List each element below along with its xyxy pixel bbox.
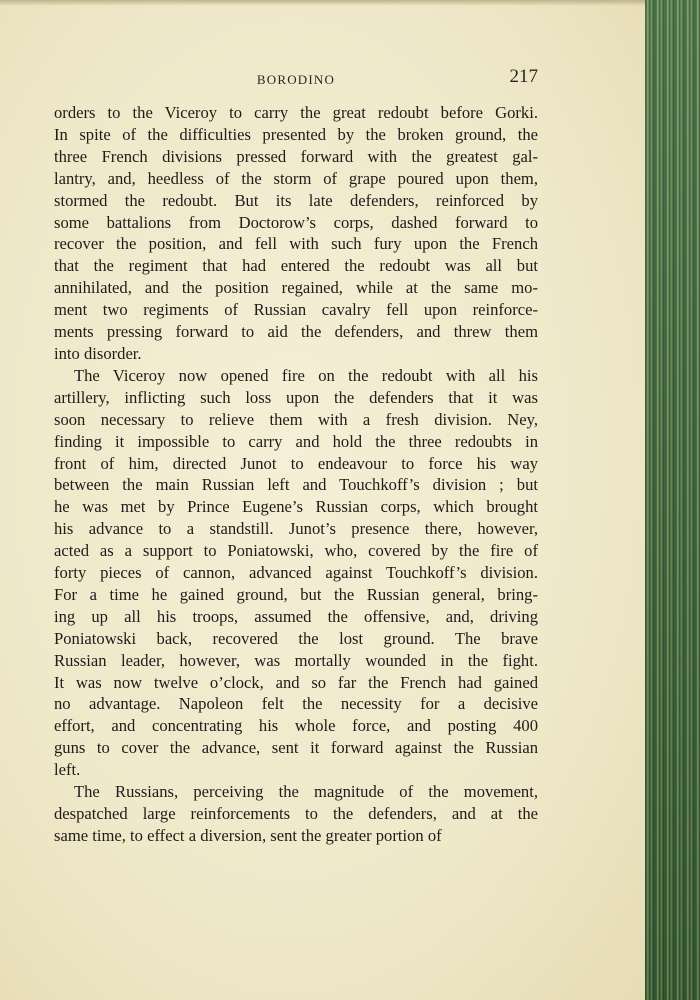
- text-line: front of him, directed Junot to endeavour to force his way: [54, 453, 538, 473]
- text-line: into disorder.: [54, 343, 142, 363]
- text-line: forty pieces of cannon, advanced against Touchkoff’s division.: [54, 563, 538, 583]
- text-line: ing up all his troops, assumed the offensive, and, driving: [54, 606, 538, 626]
- text-line: lantry, and, heedless of the storm of grape poured upon them,: [54, 168, 538, 188]
- text-line: same time, to effect a diversion, sent the greater portion of: [54, 825, 442, 845]
- text-line: guns to cover the advance, sent it forward against the Russian: [54, 738, 538, 758]
- text-line: The Russians, perceiving the magnitude of the movement,: [74, 782, 538, 802]
- body-text: [54, 102, 538, 847]
- text-line: artillery, inflicting such loss upon the defenders that it was: [54, 387, 538, 407]
- text-line: his advance to a standstill. Junot’s presence there, however,: [54, 519, 538, 539]
- page-header: [54, 66, 538, 92]
- text-line: that the regiment that had entered the redoubt was all but: [54, 256, 538, 276]
- text-line: some battalions from Doctorow’s corps, dashed forward to: [54, 212, 538, 232]
- page-number: 217: [509, 66, 538, 87]
- paragraph: [54, 102, 538, 365]
- text-line: he was met by Prince Eugene’s Russian corps, which brought: [54, 497, 538, 517]
- text-line: finding it impossible to carry and hold the three redoubts in: [54, 431, 538, 451]
- text-line: left.: [54, 760, 81, 780]
- text-line: soon necessary to relieve them with a fresh division. Ney,: [54, 409, 538, 429]
- text-line: three French divisions pressed forward with the greatest gal-: [54, 146, 538, 166]
- text-line: Poniatowski back, recovered the lost ground. The brave: [54, 628, 538, 648]
- paragraph: [54, 781, 538, 847]
- text-line: recover the position, and fell with such fury upon the French: [54, 234, 538, 254]
- text-line: In spite of the difficulties presented by the broken ground, the: [54, 124, 538, 144]
- text-line: despatched large reinforcements to the defenders, and at the: [54, 804, 538, 823]
- text-line: It was now twelve o’clock, and so far the French had gained: [54, 672, 538, 692]
- running-title: BORODINO: [256, 72, 336, 87]
- text-line: annihilated, and the position regained, while at the same mo-: [54, 278, 538, 298]
- text-line: Russian leader, however, was mortally wounded in the fight.: [54, 650, 538, 670]
- page-edge-binding: [645, 0, 700, 1000]
- text-line: For a time he gained ground, but the Russian general, bring-: [54, 584, 538, 604]
- text-line: acted as a support to Poniatowski, who, covered by the fire of: [54, 541, 538, 561]
- text-line: ments pressing forward to aid the defenders, and threw them: [54, 322, 538, 342]
- text-line: The Viceroy now opened fire on the redoubt with all his: [74, 365, 538, 385]
- text-line: effort, and concentrating his whole force, and posting 400: [54, 716, 538, 736]
- text-line: no advantage. Napoleon felt the necessity for a decisive: [54, 694, 538, 714]
- text-line: stormed the redoubt. But its late defenders, reinforced by: [54, 190, 538, 210]
- text-line: ment two regiments of Russian cavalry fell upon reinforce-: [54, 300, 538, 320]
- paragraph: [54, 365, 538, 781]
- text-line: between the main Russian left and Touchkoff’s division ; but: [54, 475, 538, 495]
- text-line: orders to the Viceroy to carry the great redoubt before Gorki.: [54, 103, 538, 122]
